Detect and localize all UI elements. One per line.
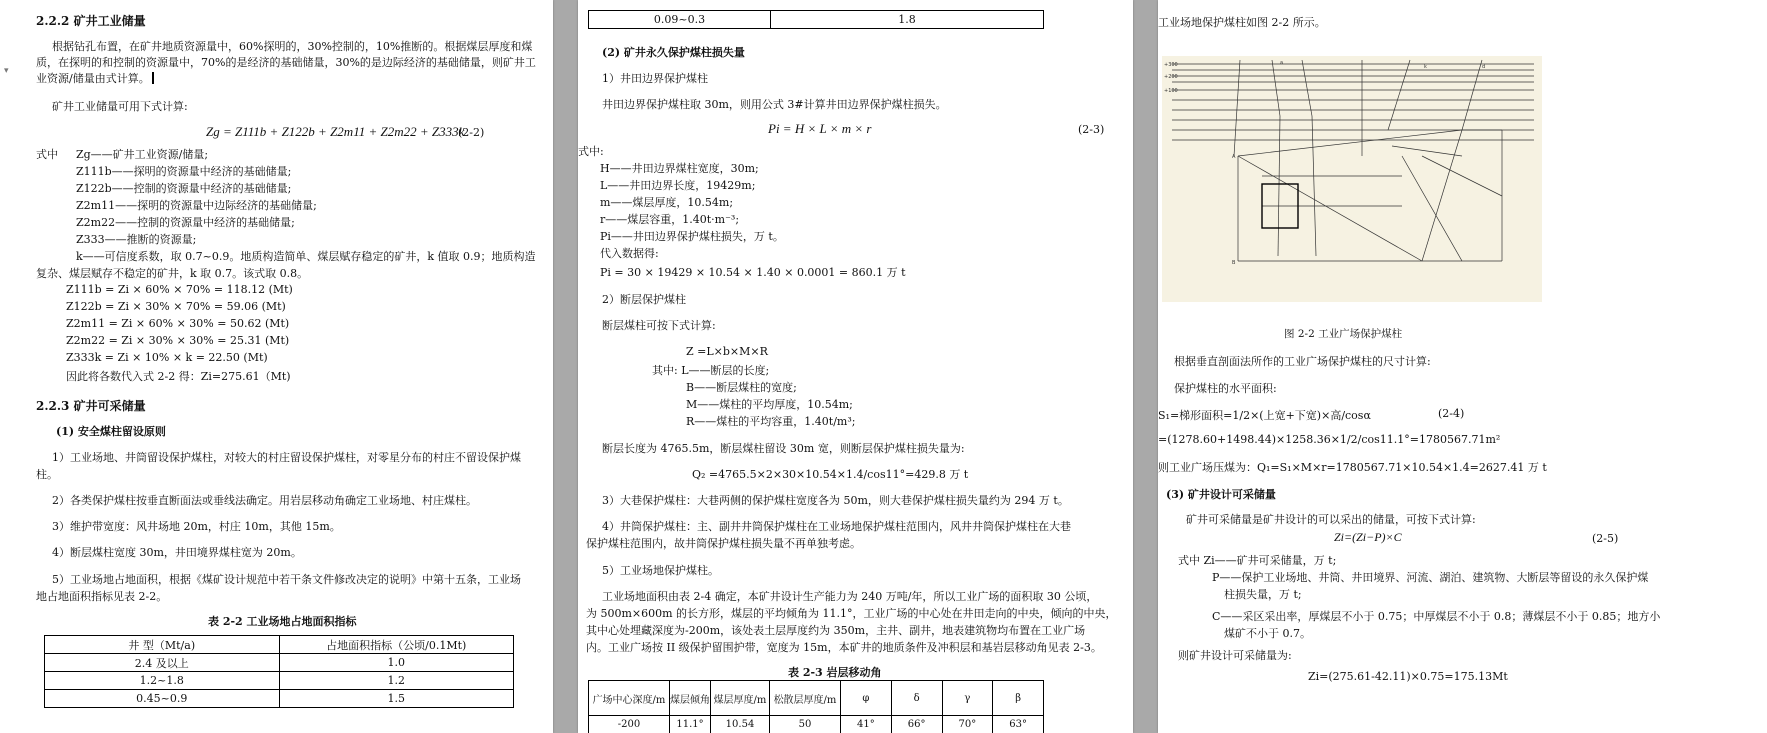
- result-line: Q₂ =4765.5×2×30×10.54×1.4/cos11°=429.8 万 t: [692, 468, 969, 481]
- table-cell: 41°: [841, 716, 892, 733]
- calc-line: Z122b = Zi × 30% × 70% = 59.06 (Mt): [66, 300, 286, 313]
- table-row: [45, 654, 514, 672]
- where-label: 式中: [36, 148, 58, 161]
- subheading: (1) 安全煤柱留设原则: [56, 425, 166, 438]
- where-label: 式中:: [578, 145, 604, 158]
- text-cursor: [152, 72, 154, 84]
- figure-caption: 图 2-2 工业广场保护煤柱: [1284, 328, 1403, 340]
- paragraph-line: 工业场地面积由表 2-4 确定，本矿井设计生产能力为 240 万吨/年，所以工业广场的面积取 30 公顷，: [602, 590, 1098, 603]
- table-cell: 10.54: [711, 716, 770, 733]
- where-label: 式中 Zi——矿井可采储量，万 t;: [1178, 554, 1337, 567]
- table-cell: 0.45~0.9: [45, 690, 280, 708]
- table-header-cell: 井 型（Mt/a): [45, 636, 280, 654]
- table-cell: 66°: [891, 716, 942, 733]
- definition-line: m——煤层厚度，10.54m;: [600, 196, 734, 209]
- figure-2-2: [1162, 56, 1542, 302]
- protection-pillar-drawing: [1162, 56, 1542, 302]
- equation-number: (2-4): [1438, 407, 1465, 420]
- table-header-cell: β: [993, 681, 1044, 716]
- svg-text:d: d: [1482, 64, 1486, 70]
- result-line: Zi=(275.61-42.11)×0.75=175.13Mt: [1308, 670, 1508, 683]
- paragraph-line: 代入数据得:: [600, 247, 659, 260]
- svg-text:+200: +200: [1164, 74, 1178, 80]
- table-cell: 1.8: [771, 11, 1044, 29]
- table-cell: 50: [770, 716, 841, 733]
- paragraph-line: 业资源/储量由式计算。: [36, 70, 154, 86]
- equation-number: (2-3): [1078, 123, 1105, 136]
- table-cell: 1.5: [279, 690, 514, 708]
- definition-line: Z2m22——控制的资源量中经济的基础储量;: [76, 216, 295, 229]
- table-cell: 63°: [993, 716, 1044, 733]
- rule-line: 1）工业场地、井筒留设保护煤柱，对较大的村庄留设保护煤柱，对零星分布的村庄不留设保护煤: [52, 451, 521, 464]
- item-heading: 1）井田边界保护煤柱: [602, 72, 708, 85]
- table-cell: 0.09~0.3: [589, 11, 771, 29]
- section-heading-2-2-2: 2.2.2 矿井工业储量: [36, 14, 146, 28]
- svg-text:a: a: [1280, 60, 1284, 66]
- rock-movement-table: [588, 680, 1044, 733]
- margin-collapse-marker[interactable]: ▾: [4, 66, 9, 76]
- formula-line: S₁=梯形面积=1/2×(上宽+下宽)×高/cosα: [1158, 409, 1371, 422]
- definition-line: Zg——矿井工业资源/储量;: [76, 148, 209, 161]
- definition-line: 煤矿不小于 0.7。: [1224, 627, 1311, 640]
- subheading: (2) 矿井永久保护煤柱损失量: [602, 46, 745, 59]
- definition-line: Z2m11——探明的资源量中边际经济的基础储量;: [76, 199, 317, 212]
- table-cell: 1.0: [279, 654, 514, 672]
- calc-line: Z111b = Zi × 60% × 70% = 118.12 (Mt): [66, 283, 293, 296]
- rule-line: 2）各类保护煤柱按垂直断面法或垂线法确定。用岩层移动角确定工业场地、村庄煤柱。: [52, 494, 477, 507]
- table-header-cell: 煤层倾角: [670, 681, 711, 716]
- definition-line: k——可信度系数，取 0.7~0.9。地质构造简单、煤层赋存稳定的矿井，k 值取 0.9；地质构造: [76, 250, 536, 263]
- formula-line: 则工业广场压煤为：Q₁=S₁×M×r=1780567.71×10.54×1.4=2627.41 万 t: [1158, 461, 1547, 474]
- equation-2-3: Pi = H × L × m × r: [768, 121, 872, 136]
- calc-line: Z333k = Zi × 10% × k = 22.50 (Mt): [66, 351, 268, 364]
- table-header-cell: δ: [891, 681, 942, 716]
- paragraph-line: 质，在探明的和控制的资源量中，70%的是经济的基础储量，30%的是边际经济的基础储量，则矿井工: [36, 56, 536, 69]
- formula-line: =(1278.60+1498.44)×1258.36×1/2/cos11.1°=1780567.71m²: [1158, 433, 1501, 446]
- paragraph-line: 3）大巷保护煤柱：大巷两侧的保护煤柱宽度各为 50m，则大巷保护煤柱损失量约为 294 万 t。: [602, 494, 1069, 507]
- definition-line: C——采区采出率，厚煤层不小于 0.75；中厚煤层不小于 0.8；薄煤层不小于 0.85；地方小: [1212, 610, 1661, 623]
- paragraph-line: 内。工业广场按 II 级保护留围护带，宽度为 15m，本矿井的地质条件及冲积层和基岩层移动角见表 2-3。: [586, 641, 1102, 654]
- svg-text:A: A: [1232, 154, 1236, 160]
- table-cell: 11.1°: [670, 716, 711, 733]
- table-cell: 1.2~1.8: [45, 672, 280, 690]
- definition-line: Z122b——控制的资源量中经济的基础储量;: [76, 182, 292, 195]
- paragraph-line: 则矿井设计可采储量为:: [1178, 649, 1292, 662]
- table-caption: 表 2-3 岩层移动角: [788, 666, 882, 679]
- calc-line: 因此将各数代入式 2-2 得：Zi=275.61（Mt): [66, 370, 291, 383]
- table-cell: 2.4 及以上: [45, 654, 280, 672]
- rule-line: 5）工业场地占地面积，根据《煤矿设计规范中若干条文件修改决定的说明》中第十五条，工业场: [52, 573, 521, 586]
- table-cell: 70°: [942, 716, 993, 733]
- rule-line: 4）断层煤柱宽度 30m，井田境界煤柱宽为 20m。: [52, 546, 302, 559]
- paragraph-line: 其中心处埋藏深度为-200m，该处表土层厚度约为 350m，主井、副井，地表建筑物均布置在工业广场: [586, 624, 1086, 637]
- svg-text:+100: +100: [1164, 88, 1178, 94]
- equation-2-2: Zg = Z111b + Z122b + Z2m11 + Z2m22 + Z333k: [206, 124, 465, 139]
- formula-line: M——煤柱的平均厚度，10.54m;: [686, 398, 853, 411]
- equation-2-5: Zi=(Zi−P)×C: [1334, 530, 1402, 544]
- table-header-cell: γ: [942, 681, 993, 716]
- subheading: (3) 矿井设计可采储量: [1166, 488, 1276, 501]
- table-row: [589, 11, 1044, 29]
- section-heading-2-2-3: 2.2.3 矿井可采储量: [36, 399, 146, 413]
- rule-line: 3）维护带宽度：风井场地 20m，村庄 10m，其他 15m。: [52, 520, 341, 533]
- item-heading: 5）工业场地保护煤柱。: [602, 564, 719, 577]
- formula-line: Z =L×b×M×R: [686, 345, 768, 358]
- table-header-cell: 松散层厚度/m: [770, 681, 841, 716]
- definition-line: Pi——井田边界保护煤柱损失，万 t。: [600, 230, 784, 243]
- paragraph-line: 根据钻孔布置，在矿井地质资源量中，60%探明的，30%控制的，10%推断的。根据煤层厚度和煤: [52, 40, 533, 53]
- land-area-table: [44, 635, 514, 708]
- paragraph-line: 井田边界保护煤柱取 30m，则用公式 3#计算井田边界保护煤柱损失。: [602, 98, 947, 111]
- paragraph-line: 4）井筒保护煤柱：主、副井井筒保护煤柱在工业场地保护煤柱范围内，风井井筒保护煤柱在大巷: [602, 520, 1071, 533]
- paragraph-line: 为 500m×600m 的长方形，煤层的平均倾角为 11.1°，工业广场的中心处在井田走向的中央，倾向的中央，: [586, 607, 1117, 620]
- document-page-2[interactable]: [578, 0, 1133, 733]
- calc-line: Z2m11 = Zi × 60% × 30% = 50.62 (Mt): [66, 317, 290, 330]
- document-page-3[interactable]: [1158, 0, 1767, 733]
- formula-line: R——煤柱的平均容重，1.40t/m³;: [686, 415, 856, 428]
- definition-line: P——保护工业场地、井筒、井田境界、河流、湖泊、建筑物、大断层等留设的永久保护煤: [1212, 571, 1649, 584]
- table-caption: 表 2-2 工业场地占地面积指标: [208, 615, 357, 628]
- table-header-cell: φ: [841, 681, 892, 716]
- formula-line: 其中: L——断层的长度;: [652, 364, 770, 377]
- table-header-cell: 广场中心深度/m: [589, 681, 670, 716]
- table-row: [45, 690, 514, 708]
- table-header-row: [589, 681, 1044, 716]
- paragraph-line: 根据垂直剖面法所作的工业广场保护煤柱的尺寸计算:: [1174, 355, 1431, 368]
- table-cell: 1.2: [279, 672, 514, 690]
- paragraph-line: 矿井工业储量可用下式计算:: [52, 100, 188, 113]
- definition-line: Z111b——探明的资源量中经济的基础储量;: [76, 165, 292, 178]
- svg-text:B: B: [1232, 260, 1236, 266]
- table-header-row: [45, 636, 514, 654]
- rule-line: 柱。: [36, 468, 58, 481]
- table-header-cell: 占地面积指标（公顷/0.1Mt): [279, 636, 514, 654]
- svg-text:+300: +300: [1164, 62, 1178, 68]
- paragraph-line: 断层煤柱可按下式计算:: [602, 319, 716, 332]
- definition-line: 复杂、煤层赋存不稳定的矿井，k 取 0.7。该式取 0.8。: [36, 267, 309, 280]
- definition-line: H——井田边界煤柱宽度，30m;: [600, 162, 759, 175]
- table-row: [589, 716, 1044, 733]
- paragraph-line: 保护煤柱的水平面积:: [1174, 382, 1277, 395]
- equation-number: (2-2): [458, 126, 485, 139]
- paragraph-line: 断层长度为 4765.5m，断层煤柱留设 30m 宽，则断层保护煤柱损失量为:: [602, 442, 965, 455]
- rule-line: 地占地面积指标见表 2-2。: [36, 590, 168, 603]
- paragraph-line: 保护煤柱范围内，故井筒保护煤柱损失量不再单独考虑。: [586, 537, 861, 550]
- item-heading: 2）断层保护煤柱: [602, 293, 686, 306]
- table-cell: -200: [589, 716, 670, 733]
- paragraph-line: 工业场地保护煤柱如图 2-2 所示。: [1158, 16, 1326, 29]
- formula-line: B——断层煤柱的宽度;: [686, 381, 797, 394]
- calc-line: Z2m22 = Zi × 30% × 30% = 25.31 (Mt): [66, 334, 290, 347]
- continued-table-row: [588, 10, 1044, 29]
- document-page-1[interactable]: [0, 0, 553, 733]
- result-line: Pi = 30 × 19429 × 10.54 × 1.40 × 0.0001 = 860.1 万 t: [600, 266, 906, 279]
- svg-text:k: k: [1424, 64, 1427, 70]
- definition-line: r——煤层容重，1.40t·m⁻³;: [600, 213, 740, 226]
- equation-number: (2-5): [1592, 532, 1619, 545]
- definition-line: L——井田边界长度，19429m;: [600, 179, 756, 192]
- definition-line: 柱损失量，万 t;: [1224, 588, 1302, 601]
- table-header-cell: 煤层厚度/m: [711, 681, 770, 716]
- definition-line: Z333——推断的资源量;: [76, 233, 197, 246]
- table-row: [45, 672, 514, 690]
- paragraph-line: 矿井可采储量是矿井设计的可以采出的储量，可按下式计算:: [1186, 513, 1476, 526]
